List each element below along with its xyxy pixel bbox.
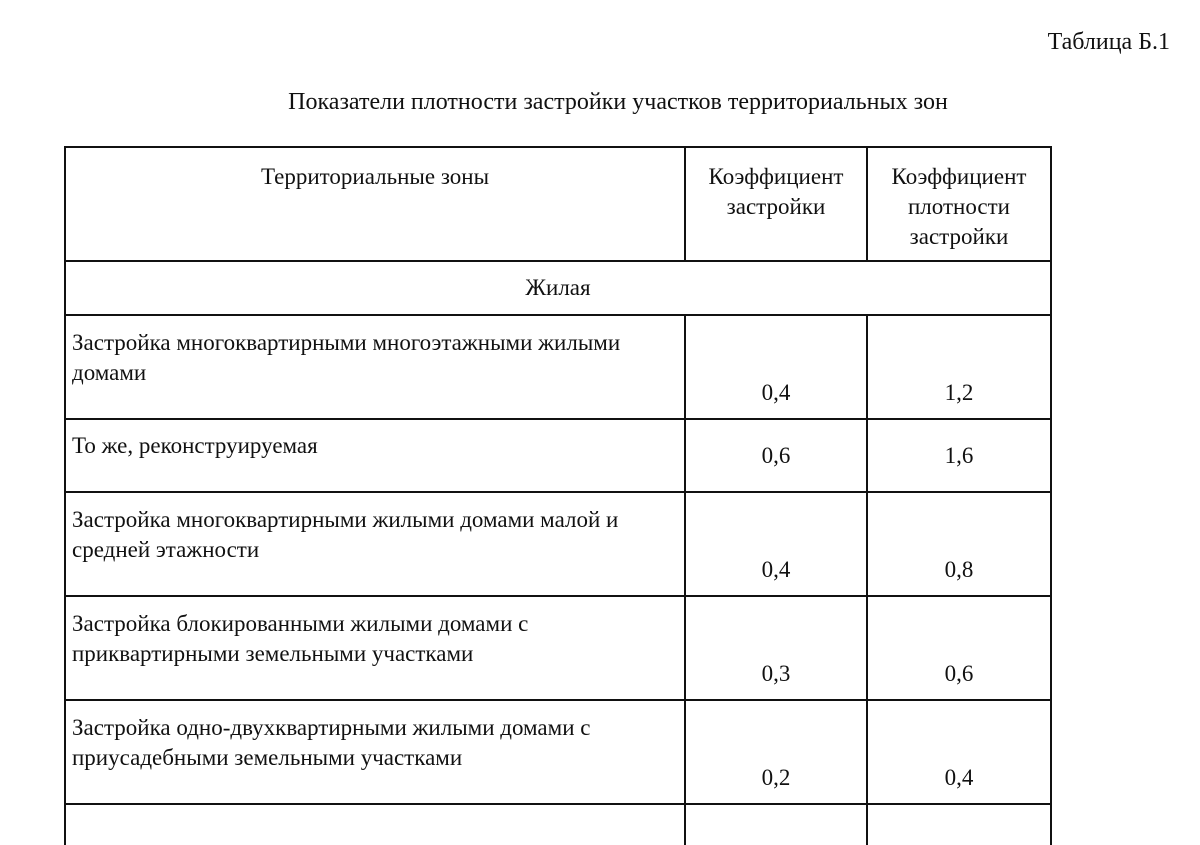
table-row <box>65 700 1051 804</box>
continuation-cell <box>685 804 867 845</box>
section-label: Жилая <box>65 261 1051 315</box>
coef-density-cell: 1,6 <box>867 419 1051 492</box>
zone-cell: Застройка одно-двухквартирными жилыми домами с приусадебными земельными участками <box>65 700 685 804</box>
zone-cell: Застройка многоквартирными многоэтажными жилыми домами <box>65 315 685 419</box>
table-number-label: Таблица Б.1 <box>1047 29 1170 55</box>
header-coef-density: Коэффициент плотности застройки <box>867 147 1051 261</box>
header-coef-building: Коэффициент застройки <box>685 147 867 261</box>
table-header-row <box>65 147 1051 261</box>
table-row <box>65 596 1051 700</box>
zone-cell: Застройка блокированными жилыми домами с приквартирными земельными участками <box>65 596 685 700</box>
coef-building-cell: 0,2 <box>685 700 867 804</box>
table-row-continuation <box>65 804 1051 845</box>
zone-cell: То же, реконструируемая <box>65 419 685 492</box>
coef-building-cell: 0,3 <box>685 596 867 700</box>
table-row <box>65 492 1051 596</box>
table-title: Показатели плотности застройки участков территориальных зон <box>288 89 948 115</box>
coef-density-cell: 0,6 <box>867 596 1051 700</box>
coef-density-cell: 0,4 <box>867 700 1051 804</box>
coef-building-cell: 0,4 <box>685 315 867 419</box>
continuation-cell <box>65 804 685 845</box>
header-zones: Территориальные зоны <box>65 147 685 261</box>
coef-density-cell: 1,2 <box>867 315 1051 419</box>
density-table <box>64 146 1052 845</box>
zone-cell: Застройка многоквартирными жилыми домами малой и средней этажности <box>65 492 685 596</box>
coef-building-cell: 0,6 <box>685 419 867 492</box>
density-table-container <box>64 146 1052 845</box>
table-row <box>65 315 1051 419</box>
continuation-cell <box>867 804 1051 845</box>
coef-density-cell: 0,8 <box>867 492 1051 596</box>
section-row-residential <box>65 261 1051 315</box>
coef-building-cell: 0,4 <box>685 492 867 596</box>
table-row <box>65 419 1051 492</box>
